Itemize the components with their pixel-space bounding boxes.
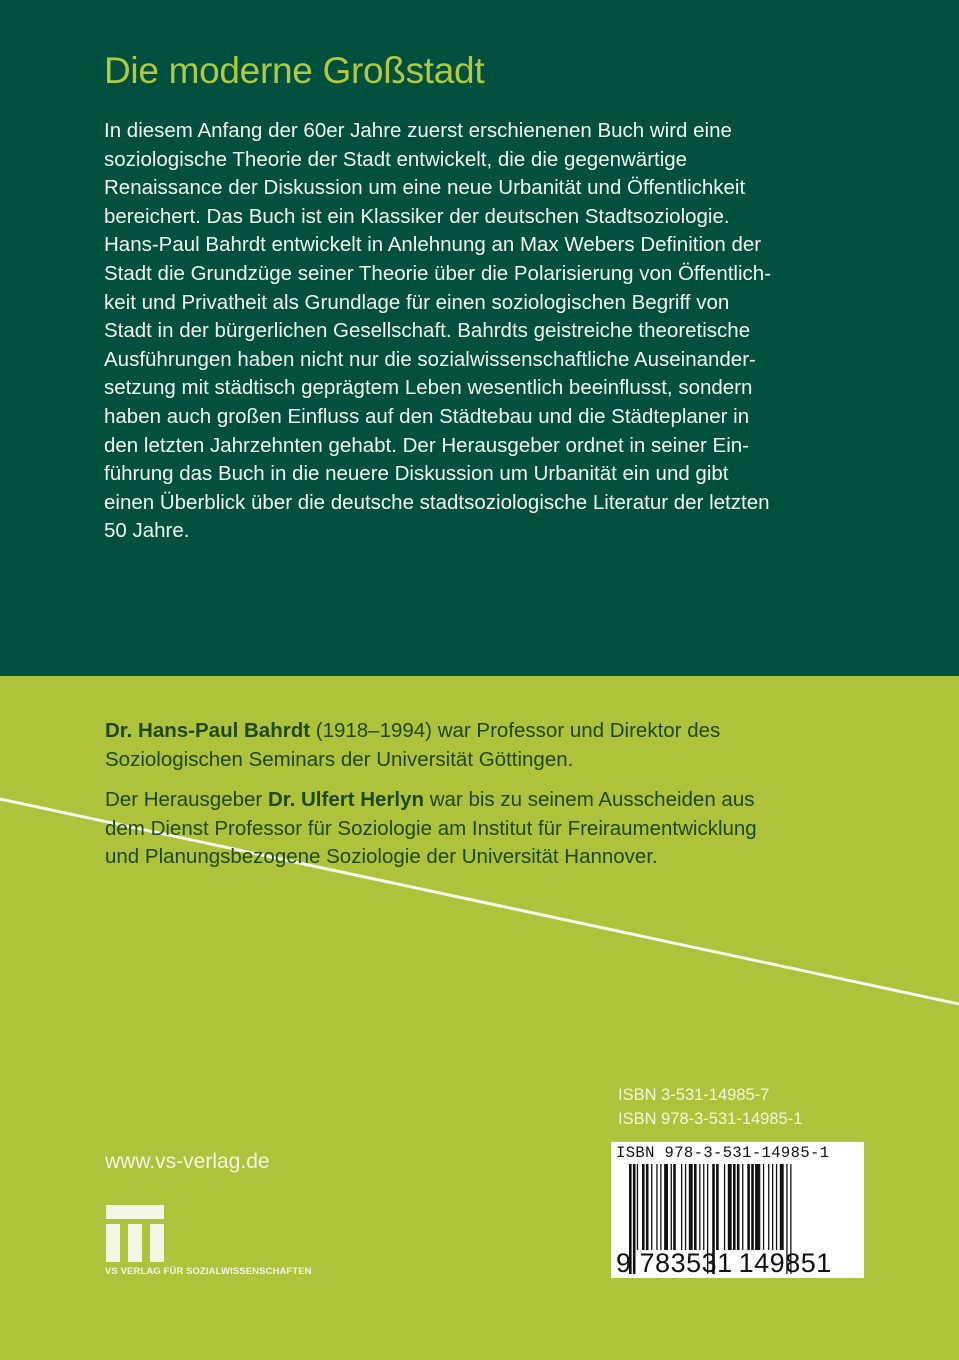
barcode-bar bbox=[728, 1164, 732, 1250]
blurb-line: führung das Buch in die neuere Diskussion um Urbanität ein und gibt bbox=[104, 462, 729, 486]
barcode-isbn-text: ISBN 978-3-531-14985-1 bbox=[616, 1144, 830, 1162]
barcode-bar bbox=[694, 1164, 697, 1250]
barcode-bar bbox=[737, 1164, 740, 1250]
barcode-bar bbox=[637, 1164, 638, 1250]
editor-bio-text: Der Herausgeber bbox=[105, 788, 268, 811]
barcode-bar bbox=[660, 1164, 661, 1250]
barcode-bar bbox=[703, 1164, 704, 1250]
barcode-bar bbox=[772, 1164, 773, 1250]
editor-bio bbox=[105, 786, 905, 872]
barcode-bar bbox=[664, 1164, 668, 1250]
barcode-bar bbox=[763, 1164, 764, 1250]
editor-bio-text: dem Dienst Professor für Soziologie am Institut für Freiraumentwicklung bbox=[105, 816, 757, 840]
editor-name: Dr. Ulfert Herlyn bbox=[267, 788, 425, 811]
barcode-bar bbox=[768, 1164, 769, 1250]
publisher-url[interactable]: www.vs-verlag.de bbox=[105, 1150, 270, 1173]
barcode-bar bbox=[747, 1164, 750, 1250]
blurb-line: Hans-Paul Bahrdt entwickelt in Anlehnung an Max Webers Definition der bbox=[104, 233, 762, 257]
author-bio bbox=[105, 717, 905, 774]
blurb-line: Stadt in der bürgerlichen Gesellschaft. Bahrdts geistreiche theoretische bbox=[104, 319, 751, 343]
barcode-bar bbox=[673, 1164, 676, 1250]
barcode-first-digit: 9 bbox=[616, 1248, 632, 1278]
barcode-bar bbox=[685, 1164, 686, 1250]
barcode-bar bbox=[751, 1164, 754, 1250]
barcode-bar bbox=[671, 1164, 672, 1250]
book-title: Die moderne Großstadt bbox=[104, 50, 485, 91]
isbn-13: ISBN 978-3-531-14985-1 bbox=[618, 1110, 803, 1128]
barcode-bar bbox=[681, 1164, 682, 1250]
barcode-bar bbox=[742, 1164, 743, 1250]
blurb-line: einen Überblick über die deutsche stadtsoziologische Literatur der letzten bbox=[104, 490, 770, 514]
editor-bio-text: und Planungsbezogene Soziologie der Universität Hannover. bbox=[105, 845, 658, 868]
publisher-logo-icon bbox=[105, 1205, 165, 1263]
blurb-line: haben auch großen Einfluss auf den Städtebau und die Städteplaner in bbox=[104, 404, 750, 428]
blurb-line: bereichert. Das Buch ist ein Klassiker der deutschen Stadtsoziologie. bbox=[104, 204, 730, 228]
barcode-bar bbox=[724, 1164, 725, 1250]
barcode-bar bbox=[642, 1164, 645, 1250]
author-bio-text: (1918–1994) war Professor und Direktor des bbox=[310, 719, 721, 742]
author-name: Dr. Hans-Paul Bahrdt bbox=[105, 719, 311, 742]
barcode-bar bbox=[689, 1164, 693, 1250]
blurb-line: Stadt die Grundzüge seiner Theorie über die Polarisierung von Öffentlich- bbox=[104, 261, 772, 285]
barcode-bar bbox=[646, 1164, 649, 1250]
barcode-bar bbox=[780, 1164, 784, 1250]
barcode-digits bbox=[616, 1248, 832, 1279]
blurb-line: 50 Jahre. bbox=[104, 519, 190, 543]
barcode-bar bbox=[656, 1164, 657, 1250]
author-bio-text: Soziologischen Seminars der Universität Göttingen. bbox=[105, 747, 574, 771]
barcode-bar bbox=[716, 1164, 719, 1250]
blurb bbox=[104, 117, 904, 546]
blurb-line: keit und Privatheit als Grundlage für einen soziologischen Begriff von bbox=[104, 290, 730, 314]
barcode-bar bbox=[699, 1164, 700, 1250]
blurb-line: In diesem Anfang der 60er Jahre zuerst erschienenen Buch wird eine bbox=[104, 119, 732, 142]
blurb-line: Ausführungen haben nicht nur die sozialwissenschaftliche Auseinander- bbox=[104, 347, 756, 371]
barcode-bar bbox=[755, 1164, 760, 1250]
barcode-group-1: 783531 bbox=[639, 1248, 733, 1278]
barcode-bar bbox=[776, 1164, 777, 1250]
isbn-10: ISBN 3-531-14985-7 bbox=[618, 1086, 770, 1104]
barcode-group-2: 149851 bbox=[738, 1248, 832, 1278]
publisher-name: VS VERLAG FÜR SOZIALWISSENSCHAFTEN bbox=[105, 1266, 312, 1277]
blurb-line: setzung mit städtisch geprägtem Leben wesentlich beeinflusst, sondern bbox=[104, 376, 753, 400]
blurb-line: soziologische Theorie der Stadt entwickelt, die die gegenwärtige bbox=[104, 147, 688, 171]
barcode-bar bbox=[733, 1164, 736, 1250]
blurb-line: den letzten Jahrzehnten gehabt. Der Herausgeber ordnet in seiner Ein- bbox=[104, 433, 750, 457]
editor-bio-text: war bis zu seinem Ausscheiden aus bbox=[424, 788, 755, 811]
barcode bbox=[611, 1142, 864, 1278]
barcode-bar bbox=[651, 1164, 652, 1250]
blurb-line: Renaissance der Diskussion um eine neue Urbanität und Öffentlichkeit bbox=[104, 176, 746, 200]
